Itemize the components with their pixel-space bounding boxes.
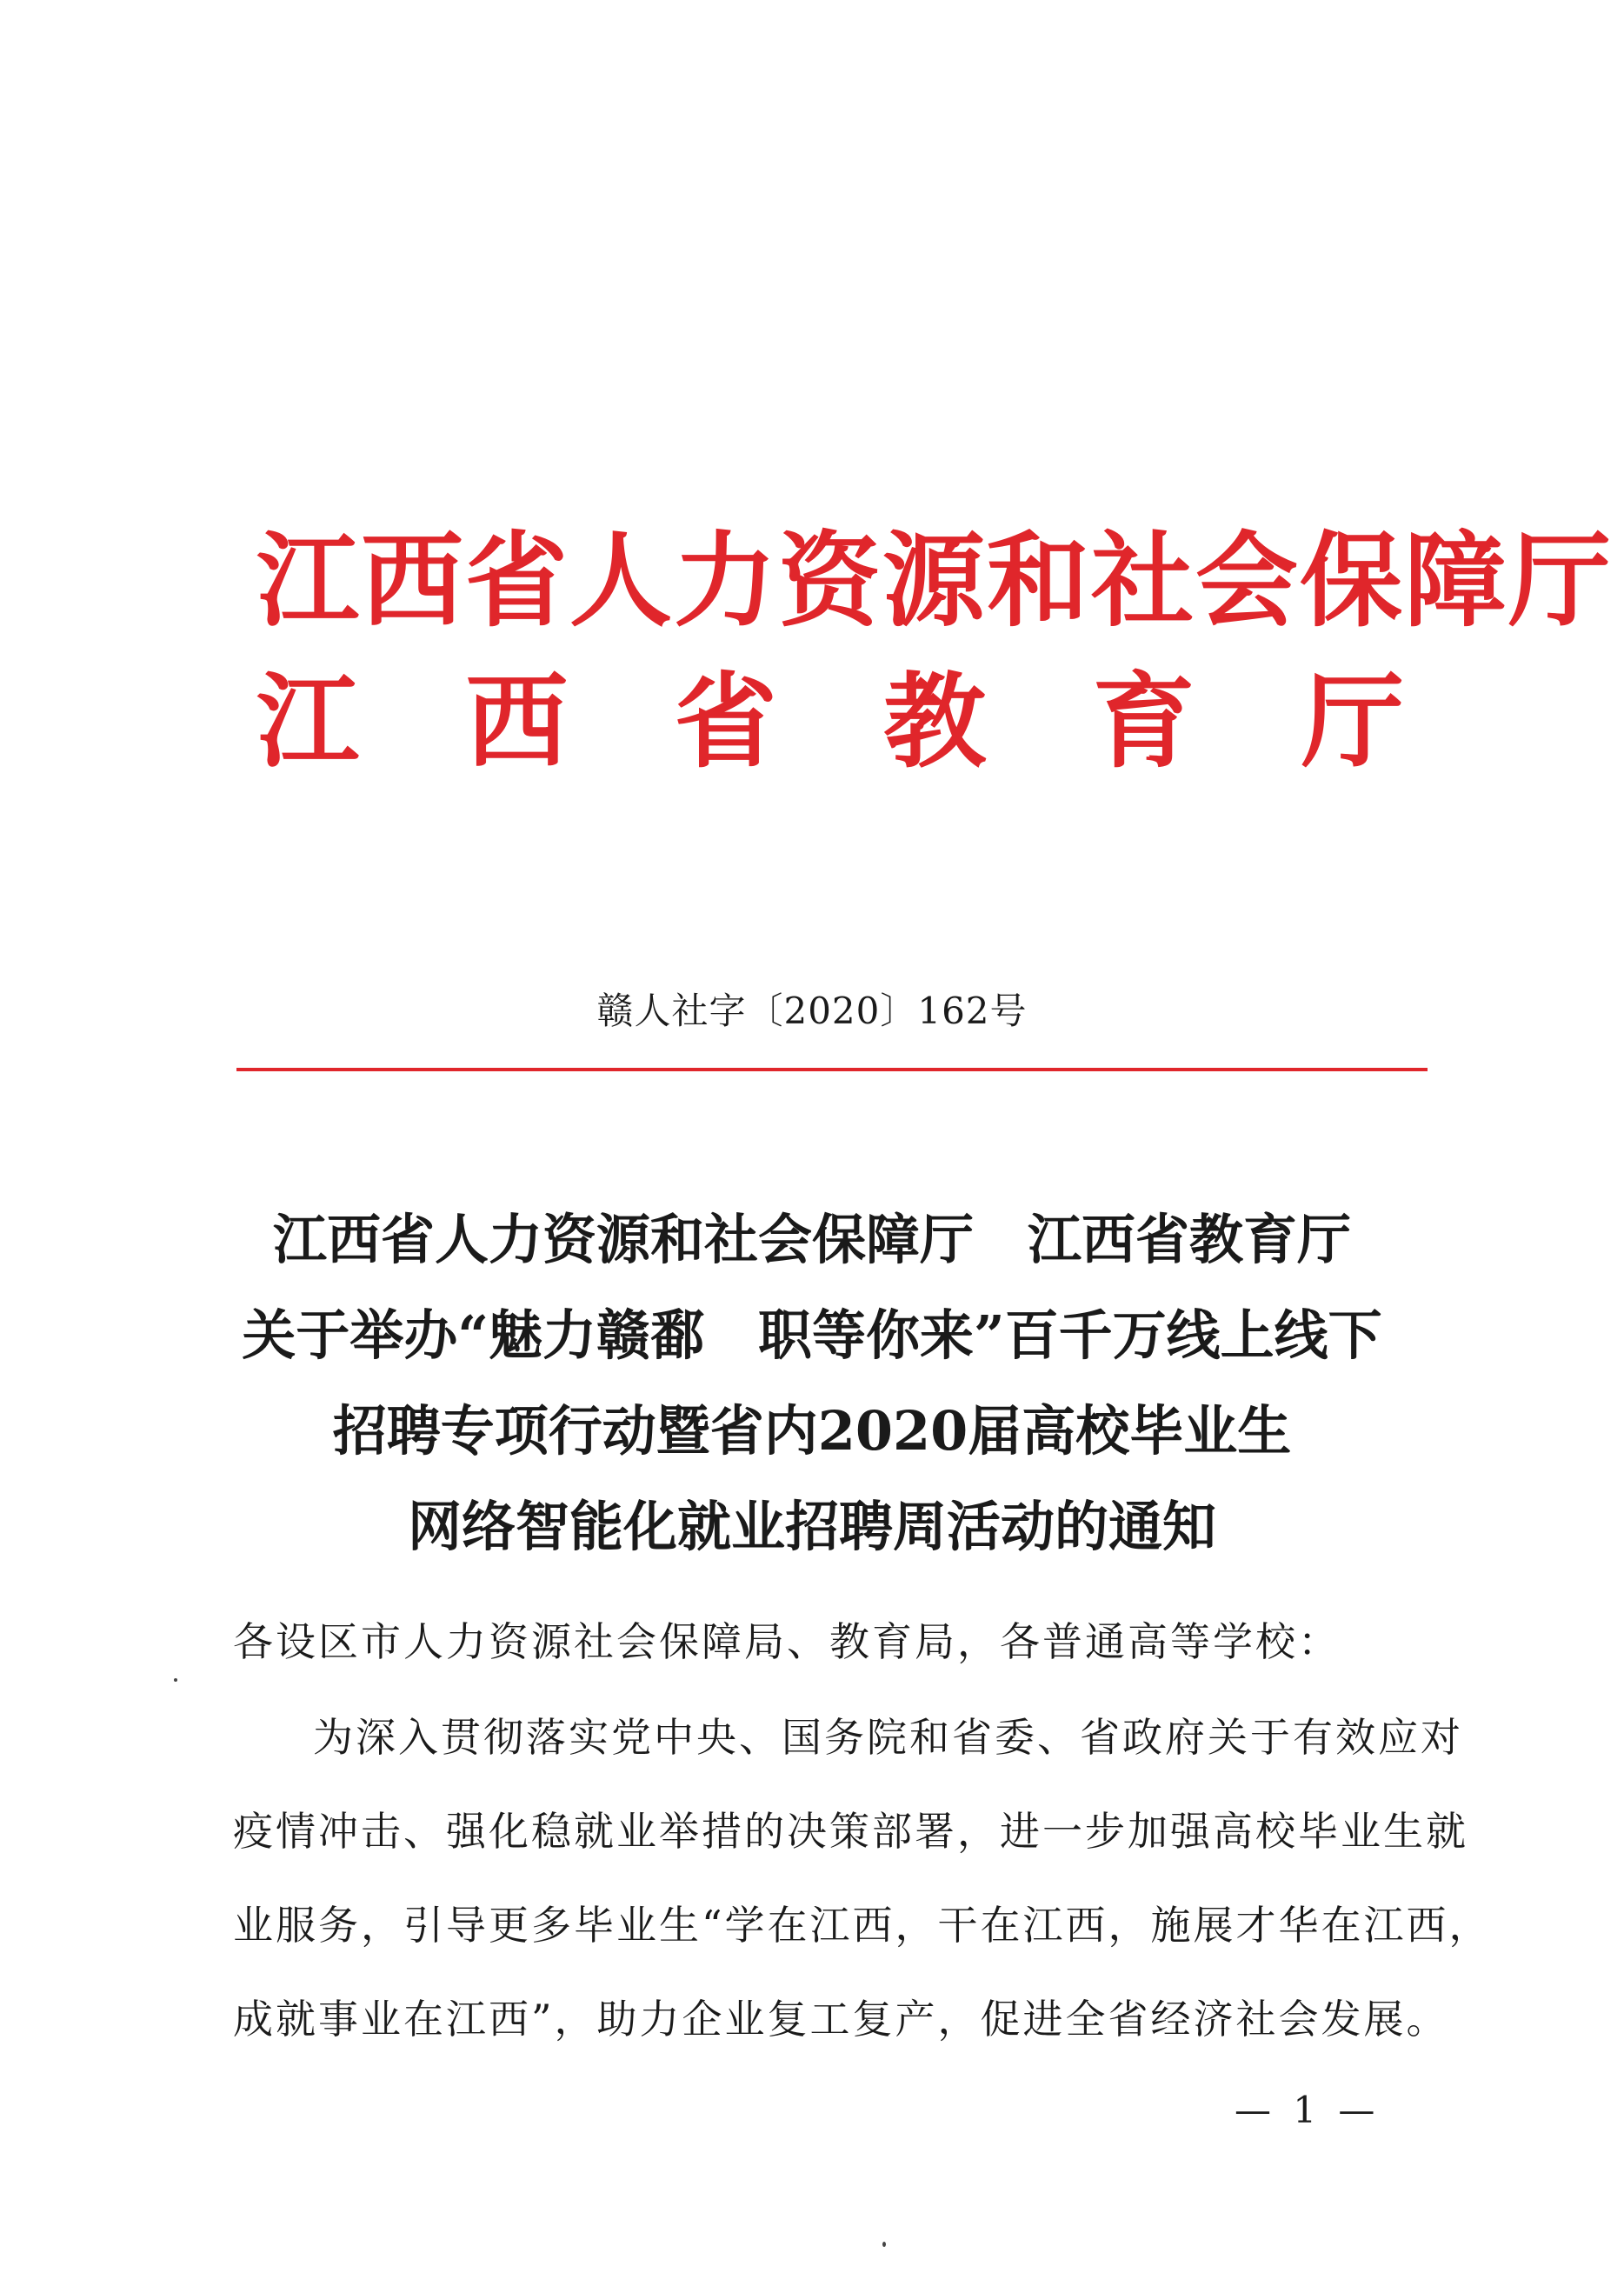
salutation: 各设区市人力资源社会保障局、教育局，各普通高等学校：: [233, 1618, 1341, 1665]
title-line-4: 网络智能化就业招聘周活动的通知: [407, 1495, 1216, 1558]
title-line-1-part-2: 江西省教育厅: [1028, 1208, 1352, 1271]
issuer-header-line2: 江西省教育厅: [256, 661, 1404, 782]
page-number: — 1 —: [1235, 2089, 1381, 2131]
paragraph-line: 业服务，引导更多毕业生“学在江西，干在江西，施展才华在江西，: [233, 1902, 1492, 1949]
title-line-2-part-1: 关于举办“魅力赣鄱: [242, 1303, 704, 1367]
paragraph-line: 为深入贯彻落实党中央、国务院和省委、省政府关于有效应对: [313, 1714, 1463, 1761]
paragraph-line: 疫情冲击、强化稳就业举措的决策部署，进一步加强高校毕业生就: [233, 1808, 1468, 1855]
title-line-2-part-2: 职等你来”百千万线上线下: [758, 1303, 1382, 1367]
title-line-2: [0, 1304, 1624, 1367]
issuer-header-line1: 江西省人力资源和社会保障厅: [256, 520, 1614, 641]
document-number: 赣人社字〔2020〕162号: [596, 990, 1028, 1032]
paragraph-line: 成就事业在江西”，助力企业复工复产，促进全省经济社会发展。: [233, 1996, 1449, 2043]
red-separator-rule: [236, 1068, 1428, 1071]
title-line-1: [0, 1209, 1624, 1271]
title-line-3: 招聘专项行动暨省内2020届高校毕业生: [332, 1399, 1292, 1463]
title-line-1-part-1: 江西省人力资源和社会保障厅: [272, 1208, 974, 1271]
